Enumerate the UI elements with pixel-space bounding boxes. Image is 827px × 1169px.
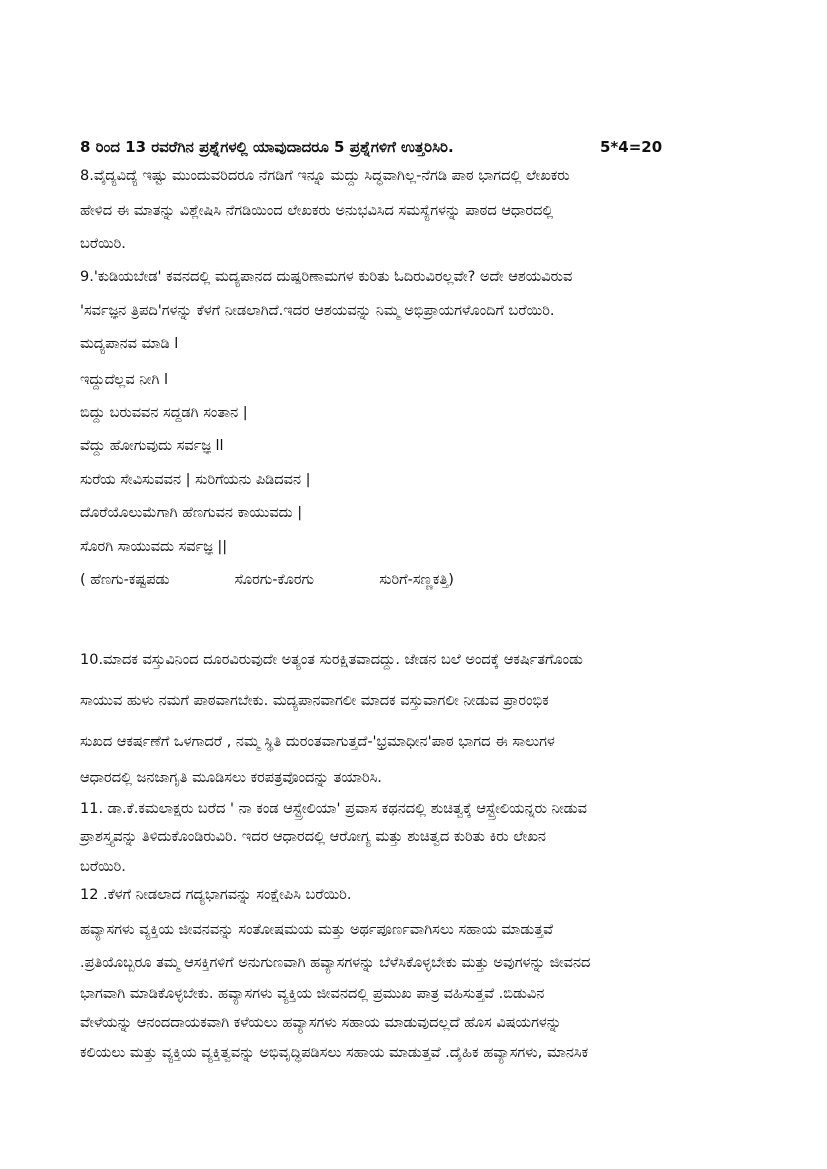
question-11-line-1: 11. ಡಾ.ಕೆ.ಕಮಲಾಕ್ಷರು ಬರೆದ ' ನಾ ಕಂಡ ಆಸ್ಟ್ರೇಲಿಯಾ' ಪ್ರವಾಸ ಕಥನದಲ್ಲಿ ಶುಚಿತ್ವಕ್ಕೆ ಆಸ್ಟ್ರೇಲಿಯನ್ನರು ನೀಡುವ [80, 801, 587, 817]
glossary-item: ( ಹೆಣಗು-ಕಷ್ಟಪಡು [80, 572, 170, 588]
section-instruction [80, 137, 663, 157]
question-12-passage-line-1: ಹವ್ಯಾಸಗಳು ವ್ಯಕ್ತಿಯ ಜೀವನವನ್ನು ಸಂತೋಷಮಯ ಮತ್ತು ಅರ್ಥಪೂರ್ಣವಾಗಿಸಲು ಸಹಾಯ ಮಾಡುತ್ತವೆ [80, 922, 554, 938]
question-10-line-3: ಸುಖದ ಆಕರ್ಷಣೆಗೆ ಒಳಗಾದರೆ , ನಮ್ಮ ಸ್ಥಿತಿ ದುರಂತವಾಗುತ್ತದೆ-'ಭ್ರಮಾಧೀನ'ಪಾಠ ಭಾಗದ ಈ ಸಾಲುಗಳ [80, 734, 555, 750]
poem-line-3: ಬಿದ್ದು ಬರುವವನ ಸದ್ದಡಗಿ ಸಂತಾನ | [80, 405, 248, 421]
instruction-text: 8 ರಿಂದ 13 ರವರೆಗಿನ ಪ್ರಶ್ನೆಗಳಲ್ಲಿ ಯಾವುದಾದರೂ 5 ಪ್ರಶ್ನೆಗಳಿಗೆ ಉತ್ತರಿಸಿರಿ. [80, 138, 454, 156]
question-12-passage-line-5: ಕಲಿಯಲು ಮತ್ತು ವ್ಯಕ್ತಿಯ ವ್ಯಕ್ತಿತ್ವವನ್ನು ಅಭಿವೃದ್ಧಿಪಡಿಸಲು ಸಹಾಯ ಮಾಡುತ್ತವೆ .ದೈಹಿಕ ಹವ್ಯಾಸಗಳು, ಮಾನಸಿಕ [80, 1045, 589, 1061]
question-12-passage-line-3: ಭಾಗವಾಗಿ ಮಾಡಿಕೊಳ್ಳಬೇಕು. ಹವ್ಯಾಸಗಳು ವ್ಯಕ್ತಿಯ ಜೀವನದಲ್ಲಿ ಪ್ರಮುಖ ಪಾತ್ರ ವಹಿಸುತ್ತವೆ .ಬಿಡುವಿನ [80, 986, 545, 1002]
glossary-item: ಸುರಿಗೆ-ಸಣ್ಣಕತ್ತಿ) [379, 572, 454, 588]
question-8-line-2: ಹೇಳಿದ ಈ ಮಾತನ್ನು ವಿಶ್ಲೇಷಿಸಿ ನೆಗಡಿಯಿಂದ ಲೇಖಕರು ಅನುಭವಿಸಿದ ಸಮಸ್ಯೆಗಳನ್ನು ಪಾಠದ ಆಧಾರದಲ್ಲಿ [80, 203, 554, 219]
poem-line-7: ಸೊರಗಿ ಸಾಯುವದು ಸರ್ವಜ್ಞ || [80, 539, 228, 555]
glossary-item: ಸೊರಗು-ಕೊರಗು [234, 572, 314, 588]
question-12-passage-line-2: .ಪ್ರತಿಯೊಬ್ಬರೂ ತಮ್ಮ ಆಸಕ್ತಿಗಳಿಗೆ ಅನುಗುಣವಾಗಿ ಹವ್ಯಾಸಗಳನ್ನು ಬೆಳೆಸಿಕೊಳ್ಳಬೇಕು ಮತ್ತು ಅವುಗಳನ್ನು ಜೀವನದ [80, 955, 591, 971]
question-11-line-3: ಬರೆಯಿರಿ. [80, 859, 126, 875]
question-12-passage-line-4: ವೇಳೆಯನ್ನು ಆನಂದದಾಯಕವಾಗಿ ಕಳೆಯಲು ಹವ್ಯಾಸಗಳು ಸಹಾಯ ಮಾಡುವುದಲ್ಲದೆ ಹೊಸ ವಿಷಯಗಳನ್ನು [80, 1015, 562, 1031]
poem-line-4: ವೆದ್ದು ಹೋಗುವುದು ಸರ್ವಜ್ಞ ll [80, 438, 224, 454]
question-9-line-1: 9.'ಕುಡಿಯಬೇಡ' ಕವನದಲ್ಲಿ ಮದ್ಯಪಾನದ ದುಷ್ಪರಿಣಾಮಗಳ ಕುರಿತು ಓದಿರುವಿರಲ್ಲವೇ? ಅದೇ ಆಶಯವಿರುವ [80, 269, 573, 285]
poem-line-5: ಸುರೆಯ ಸೇವಿಸುವವನ | ಸುರಿಗೆಯನು ಪಿಡಿದವನ | [80, 472, 311, 488]
poem-line-6: ದೊರೆಯೊಲುಮೆಗಾಗಿ ಹೆಣಗುವನ ಕಾಯುವದು | [80, 505, 303, 521]
question-9-line-2: 'ಸರ್ವಜ್ಞನ ತ್ರಿಪದಿ'ಗಳನ್ನು ಕೆಳಗೆ ನೀಡಲಾಗಿದೆ.ಇದರ ಆಶಯವನ್ನು ನಿಮ್ಮ ಅಭಿಪ್ರಾಯಗಳೊಂದಿಗೆ ಬರೆಯಿರಿ. [80, 303, 555, 319]
question-8-line-3: ಬರೆಯಿರಿ. [80, 236, 126, 252]
glossary-line [80, 570, 454, 590]
question-11-line-2: ಪ್ರಾಶಸ್ತ್ಯವನ್ನು ತಿಳಿದುಕೊಂಡಿರುವಿರಿ. ಇದರ ಆಧಾರದಲ್ಲಿ ಆರೋಗ್ಯ ಮತ್ತು ಶುಚಿತ್ವದ ಕುರಿತು ಕಿರು ಲೇಖನ [80, 829, 546, 845]
question-8-line-1: 8.ವೈದ್ಯವಿದ್ಯೆ ಇಷ್ಟು ಮುಂದುವರಿದರೂ ನೆಗಡಿಗೆ ಇನ್ನೂ ಮದ್ದು ಸಿದ್ಧವಾಗಿಲ್ಲ-ನೆಗಡಿ ಪಾಠ ಭಾಗದಲ್ಲಿ ಲೇಖಕರು [80, 168, 570, 184]
question-10-line-2: ಸಾಯುವ ಹುಳು ನಮಗೆ ಪಾಠವಾಗಬೇಕು. ಮದ್ಯಪಾನವಾಗಲೀ ಮಾದಕ ವಸ್ತುವಾಗಲೀ ನೀಡುವ ಪ್ರಾರಂಭಿಕ [80, 693, 549, 709]
question-12-line-1: 12 .ಕೆಳಗೆ ನೀಡಲಾದ ಗದ್ಯಭಾಗವನ್ನು ಸಂಕ್ಷೇಪಿಸಿ ಬರೆಯಿರಿ. [80, 887, 352, 903]
question-10-line-4: ಆಧಾರದಲ್ಲಿ ಜನಜಾಗೃತಿ ಮೂಡಿಸಲು ಕರಪತ್ರವೊಂದನ್ನು ತಯಾರಿಸಿ. [80, 770, 382, 786]
marks-allocation: 5*4=20 [600, 138, 663, 156]
poem-line-2: ಇದ್ದುದೆಲ್ಲವ ನೀಗಿ l [80, 372, 169, 388]
question-10-line-1: 10.ಮಾದಕ ವಸ್ತುವಿನಿಂದ ದೂರವಿರುವುದೇ ಅತ್ಯಂತ ಸುರಕ್ಷಿತವಾದದ್ದು. ಜೇಡನ ಬಲೆ ಅಂದಕ್ಕೆ ಆಕರ್ಷಿತಗೊಂಡು [80, 652, 583, 668]
poem-line-1: ಮದ್ಯಪಾನವ ಮಾಡಿ l [80, 336, 179, 352]
